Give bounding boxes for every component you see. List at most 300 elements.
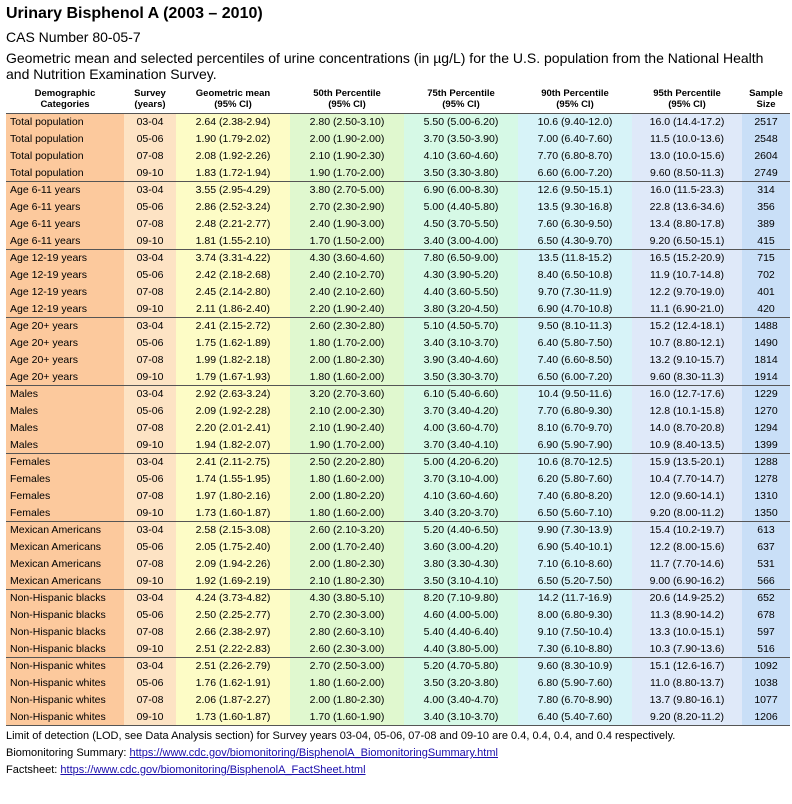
cell-survey: 09-10	[124, 369, 176, 386]
cell-p95: 13.3 (10.0-15.1)	[632, 624, 742, 641]
cell-category: Mexican Americans	[6, 539, 124, 556]
cell-p95: 13.4 (8.80-17.8)	[632, 216, 742, 233]
table-row	[6, 522, 790, 539]
factsheet-link[interactable]: https://www.cdc.gov/biomonitoring/BisphenolA_FactSheet.html	[60, 764, 366, 776]
cell-category: Mexican Americans	[6, 556, 124, 573]
cell-category: Non-Hispanic whites	[6, 692, 124, 709]
cell-p90: 7.60 (6.30-9.50)	[518, 216, 632, 233]
cell-p50: 1.80 (1.60-2.00)	[290, 471, 404, 488]
cell-p90: 8.10 (6.70-9.70)	[518, 420, 632, 437]
header-line2: Size	[756, 99, 776, 110]
cell-survey: 03-04	[124, 386, 176, 403]
cell-p95: 10.3 (7.90-13.6)	[632, 641, 742, 658]
cell-geometric-mean: 2.06 (1.87-2.27)	[176, 692, 290, 709]
cell-geometric-mean: 2.05 (1.75-2.40)	[176, 539, 290, 556]
table-row	[6, 607, 790, 624]
cell-p95: 16.0 (12.7-17.6)	[632, 386, 742, 403]
cell-category: Females	[6, 471, 124, 488]
cell-category: Total population	[6, 114, 124, 131]
table-row	[6, 454, 790, 471]
header-line2: (95% CI)	[668, 99, 706, 110]
cell-p50: 2.00 (1.80-2.30)	[290, 692, 404, 709]
cell-p95: 14.0 (8.70-20.8)	[632, 420, 742, 437]
cell-category: Age 12-19 years	[6, 267, 124, 284]
cell-survey: 07-08	[124, 692, 176, 709]
cell-p50: 2.10 (1.90-2.40)	[290, 420, 404, 437]
cell-p75: 3.80 (3.30-4.30)	[404, 556, 518, 573]
header-line2: (95% CI)	[214, 99, 252, 110]
cell-sample-size: 420	[742, 301, 790, 318]
table-row	[6, 471, 790, 488]
cell-category: Age 6-11 years	[6, 182, 124, 199]
cell-p95: 12.8 (10.1-15.8)	[632, 403, 742, 420]
cell-geometric-mean: 1.90 (1.79-2.02)	[176, 131, 290, 148]
cell-survey: 05-06	[124, 539, 176, 556]
cell-p75: 5.00 (4.20-6.20)	[404, 454, 518, 471]
cell-category: Females	[6, 505, 124, 522]
table-row	[6, 420, 790, 437]
cell-p95: 16.0 (14.4-17.2)	[632, 114, 742, 131]
cell-p95: 9.20 (8.20-11.2)	[632, 709, 742, 726]
cell-p90: 9.10 (7.50-10.4)	[518, 624, 632, 641]
cell-p50: 2.60 (2.30-2.80)	[290, 318, 404, 335]
cell-geometric-mean: 2.45 (2.14-2.80)	[176, 284, 290, 301]
cell-p75: 8.20 (7.10-9.80)	[404, 590, 518, 607]
cell-category: Total population	[6, 148, 124, 165]
cell-category: Age 6-11 years	[6, 233, 124, 250]
cell-p50: 2.50 (2.20-2.80)	[290, 454, 404, 471]
cell-category: Non-Hispanic blacks	[6, 624, 124, 641]
cell-survey: 03-04	[124, 522, 176, 539]
cell-sample-size: 1490	[742, 335, 790, 352]
cell-survey: 07-08	[124, 352, 176, 369]
cell-p95: 15.9 (13.5-20.1)	[632, 454, 742, 471]
cell-category: Males	[6, 403, 124, 420]
cell-p90: 6.80 (5.90-7.60)	[518, 675, 632, 692]
cell-survey: 09-10	[124, 573, 176, 590]
cell-geometric-mean: 2.50 (2.25-2.77)	[176, 607, 290, 624]
header-line2: (95% CI)	[328, 99, 366, 110]
cell-sample-size: 1914	[742, 369, 790, 386]
cell-p50: 2.60 (2.30-3.00)	[290, 641, 404, 658]
cell-p75: 6.90 (6.00-8.30)	[404, 182, 518, 199]
table-row	[6, 437, 790, 454]
cell-sample-size: 1077	[742, 692, 790, 709]
cell-survey: 03-04	[124, 250, 176, 267]
cell-survey: 07-08	[124, 420, 176, 437]
cell-geometric-mean: 1.76 (1.62-1.91)	[176, 675, 290, 692]
cell-p90: 6.20 (5.80-7.60)	[518, 471, 632, 488]
cell-p90: 6.40 (5.80-7.50)	[518, 335, 632, 352]
cell-p95: 10.9 (8.40-13.5)	[632, 437, 742, 454]
cell-p90: 10.4 (9.50-11.6)	[518, 386, 632, 403]
cell-geometric-mean: 2.51 (2.26-2.79)	[176, 658, 290, 675]
cell-sample-size: 1310	[742, 488, 790, 505]
cell-p50: 2.80 (2.50-3.10)	[290, 114, 404, 131]
cell-p50: 2.00 (1.80-2.30)	[290, 352, 404, 369]
cell-p95: 12.2 (8.00-15.6)	[632, 539, 742, 556]
cell-p75: 4.30 (3.90-5.20)	[404, 267, 518, 284]
header-survey	[124, 88, 176, 114]
cell-p75: 5.50 (5.00-6.20)	[404, 114, 518, 131]
cell-p50: 2.20 (1.90-2.40)	[290, 301, 404, 318]
cell-p95: 15.1 (12.6-16.7)	[632, 658, 742, 675]
cell-p75: 3.70 (3.10-4.00)	[404, 471, 518, 488]
header-line2: (95% CI)	[442, 99, 480, 110]
cell-geometric-mean: 1.73 (1.60-1.87)	[176, 709, 290, 726]
cell-survey: 05-06	[124, 267, 176, 284]
cell-category: Age 20+ years	[6, 369, 124, 386]
cell-sample-size: 702	[742, 267, 790, 284]
cell-p90: 10.6 (8.70-12.5)	[518, 454, 632, 471]
cell-survey: 09-10	[124, 301, 176, 318]
cell-geometric-mean: 1.97 (1.80-2.16)	[176, 488, 290, 505]
header-line1: 90th Percentile	[541, 88, 609, 99]
cell-category: Age 6-11 years	[6, 216, 124, 233]
cell-p75: 3.80 (3.20-4.50)	[404, 301, 518, 318]
cell-geometric-mean: 2.09 (1.92-2.28)	[176, 403, 290, 420]
cell-survey: 05-06	[124, 607, 176, 624]
cell-p95: 11.5 (10.0-13.6)	[632, 131, 742, 148]
cell-sample-size: 1294	[742, 420, 790, 437]
cell-survey: 03-04	[124, 318, 176, 335]
cell-survey: 09-10	[124, 505, 176, 522]
cell-p75: 6.10 (5.40-6.60)	[404, 386, 518, 403]
cell-p90: 7.70 (6.80-8.70)	[518, 148, 632, 165]
cell-p75: 5.20 (4.70-5.80)	[404, 658, 518, 675]
table-row	[6, 573, 790, 590]
cell-survey: 05-06	[124, 471, 176, 488]
cell-category: Age 12-19 years	[6, 250, 124, 267]
cell-p95: 16.5 (15.2-20.9)	[632, 250, 742, 267]
cell-p90: 7.00 (6.40-7.60)	[518, 131, 632, 148]
cell-p95: 16.0 (11.5-23.3)	[632, 182, 742, 199]
cell-p75: 3.40 (3.00-4.00)	[404, 233, 518, 250]
cell-p50: 4.30 (3.60-4.60)	[290, 250, 404, 267]
cell-sample-size: 516	[742, 641, 790, 658]
cell-sample-size: 613	[742, 522, 790, 539]
header-line1: Demographic	[34, 88, 96, 99]
cell-p90: 6.60 (6.00-7.20)	[518, 165, 632, 182]
header-p50	[290, 88, 404, 114]
cell-survey: 05-06	[124, 199, 176, 216]
cell-category: Non-Hispanic blacks	[6, 607, 124, 624]
cell-category: Non-Hispanic whites	[6, 675, 124, 692]
cell-p90: 12.6 (9.50-15.1)	[518, 182, 632, 199]
cell-p90: 9.60 (8.30-10.9)	[518, 658, 632, 675]
cell-sample-size: 637	[742, 539, 790, 556]
cell-sample-size: 1488	[742, 318, 790, 335]
cell-category: Mexican Americans	[6, 573, 124, 590]
cell-p95: 11.0 (8.80-13.7)	[632, 675, 742, 692]
table-row	[6, 505, 790, 522]
cell-p50: 1.80 (1.70-2.00)	[290, 335, 404, 352]
cell-geometric-mean: 2.92 (2.63-3.24)	[176, 386, 290, 403]
lod-note: Limit of detection (LOD, see Data Analysis section) for Survey years 03-04, 05-06, 07-08 and 09-10 are 0.4, 0.4, 0.4, and 0.4 respectively.	[6, 730, 676, 742]
cell-p95: 22.8 (13.6-34.6)	[632, 199, 742, 216]
cell-p75: 4.10 (3.60-4.60)	[404, 488, 518, 505]
cell-survey: 09-10	[124, 437, 176, 454]
table-row	[6, 590, 790, 607]
cell-p90: 6.90 (5.90-7.90)	[518, 437, 632, 454]
cell-p50: 2.00 (1.90-2.00)	[290, 131, 404, 148]
cell-sample-size: 652	[742, 590, 790, 607]
cell-geometric-mean: 3.55 (2.95-4.29)	[176, 182, 290, 199]
cell-geometric-mean: 2.11 (1.86-2.40)	[176, 301, 290, 318]
header-category	[6, 88, 124, 114]
cell-p75: 3.70 (3.50-3.90)	[404, 131, 518, 148]
header-sample-size	[742, 88, 790, 114]
summary-line	[6, 745, 786, 762]
table-row	[6, 114, 790, 131]
header-p75	[404, 88, 518, 114]
cell-survey: 09-10	[124, 233, 176, 250]
cell-p90: 6.50 (5.60-7.10)	[518, 505, 632, 522]
cell-p50: 2.10 (2.00-2.30)	[290, 403, 404, 420]
description: Geometric mean and selected percentiles of urine concentrations (in µg/L) for the U.S. population from the National Health and Nutrition Examination Survey.	[6, 50, 764, 82]
cell-category: Females	[6, 488, 124, 505]
cell-sample-size: 1814	[742, 352, 790, 369]
cell-p75: 3.50 (3.30-3.70)	[404, 369, 518, 386]
cell-p50: 1.70 (1.60-1.90)	[290, 709, 404, 726]
cell-geometric-mean: 2.41 (2.11-2.75)	[176, 454, 290, 471]
cell-p50: 2.10 (1.80-2.30)	[290, 573, 404, 590]
cell-p90: 6.50 (5.20-7.50)	[518, 573, 632, 590]
cell-survey: 07-08	[124, 624, 176, 641]
cell-p75: 3.90 (3.40-4.60)	[404, 352, 518, 369]
cell-p95: 10.7 (8.80-12.1)	[632, 335, 742, 352]
cell-p50: 4.30 (3.80-5.10)	[290, 590, 404, 607]
cell-p50: 1.80 (1.60-2.00)	[290, 505, 404, 522]
cell-p50: 2.60 (2.10-3.20)	[290, 522, 404, 539]
cell-p50: 2.40 (2.10-2.60)	[290, 284, 404, 301]
cell-sample-size: 566	[742, 573, 790, 590]
cell-sample-size: 356	[742, 199, 790, 216]
cell-p75: 5.40 (4.40-6.40)	[404, 624, 518, 641]
cell-geometric-mean: 1.73 (1.60-1.87)	[176, 505, 290, 522]
cell-p90: 6.90 (4.70-10.8)	[518, 301, 632, 318]
cell-survey: 07-08	[124, 488, 176, 505]
table-row	[6, 267, 790, 284]
cell-p75: 3.70 (3.40-4.10)	[404, 437, 518, 454]
cell-p90: 6.50 (4.30-9.70)	[518, 233, 632, 250]
cell-survey: 03-04	[124, 454, 176, 471]
table-row	[6, 403, 790, 420]
cell-p75: 3.40 (3.10-3.70)	[404, 709, 518, 726]
cell-p75: 4.00 (3.60-4.70)	[404, 420, 518, 437]
cell-category: Males	[6, 386, 124, 403]
cell-p50: 1.80 (1.60-2.00)	[290, 369, 404, 386]
cell-survey: 09-10	[124, 165, 176, 182]
cell-p50: 2.80 (2.60-3.10)	[290, 624, 404, 641]
cell-p95: 11.1 (6.90-21.0)	[632, 301, 742, 318]
cell-geometric-mean: 2.48 (2.21-2.77)	[176, 216, 290, 233]
cell-p75: 5.00 (4.40-5.80)	[404, 199, 518, 216]
cell-sample-size: 1278	[742, 471, 790, 488]
cell-sample-size: 2604	[742, 148, 790, 165]
cell-geometric-mean: 1.83 (1.72-1.94)	[176, 165, 290, 182]
table-row	[6, 301, 790, 318]
cell-geometric-mean: 3.74 (3.31-4.22)	[176, 250, 290, 267]
cell-category: Age 12-19 years	[6, 284, 124, 301]
cell-survey: 05-06	[124, 335, 176, 352]
cell-survey: 03-04	[124, 590, 176, 607]
cell-p95: 9.20 (8.00-11.2)	[632, 505, 742, 522]
table-row	[6, 148, 790, 165]
cell-category: Non-Hispanic whites	[6, 658, 124, 675]
cell-p75: 4.50 (3.70-5.50)	[404, 216, 518, 233]
table-row	[6, 250, 790, 267]
cell-p50: 3.20 (2.70-3.60)	[290, 386, 404, 403]
table-row	[6, 199, 790, 216]
table-row	[6, 182, 790, 199]
cell-geometric-mean: 2.08 (1.92-2.26)	[176, 148, 290, 165]
cell-sample-size: 1038	[742, 675, 790, 692]
footer	[6, 728, 786, 779]
table-row	[6, 675, 790, 692]
cell-p75: 4.40 (3.80-5.00)	[404, 641, 518, 658]
cell-geometric-mean: 2.20 (2.01-2.41)	[176, 420, 290, 437]
header-p90	[518, 88, 632, 114]
cell-p90: 7.30 (6.10-8.80)	[518, 641, 632, 658]
cell-p75: 4.10 (3.60-4.60)	[404, 148, 518, 165]
cell-p95: 15.2 (12.4-18.1)	[632, 318, 742, 335]
cell-survey: 07-08	[124, 284, 176, 301]
cell-p50: 2.70 (2.30-2.90)	[290, 199, 404, 216]
cell-sample-size: 389	[742, 216, 790, 233]
cell-category: Total population	[6, 165, 124, 182]
cell-survey: 07-08	[124, 148, 176, 165]
cell-p95: 11.9 (10.7-14.8)	[632, 267, 742, 284]
cell-p95: 13.2 (9.10-15.7)	[632, 352, 742, 369]
cell-sample-size: 531	[742, 556, 790, 573]
table-row	[6, 284, 790, 301]
cell-p95: 11.7 (7.70-14.6)	[632, 556, 742, 573]
cell-p90: 9.90 (7.30-13.9)	[518, 522, 632, 539]
cell-geometric-mean: 2.09 (1.94-2.26)	[176, 556, 290, 573]
cell-p50: 1.70 (1.50-2.00)	[290, 233, 404, 250]
cell-p90: 7.40 (6.80-8.20)	[518, 488, 632, 505]
factsheet-line	[6, 762, 786, 779]
cell-p75: 7.80 (6.50-9.00)	[404, 250, 518, 267]
table-row	[6, 233, 790, 250]
cell-p95: 9.60 (8.50-11.3)	[632, 165, 742, 182]
cell-p95: 10.4 (7.70-14.7)	[632, 471, 742, 488]
cell-sample-size: 2749	[742, 165, 790, 182]
cell-sample-size: 1288	[742, 454, 790, 471]
cell-p50: 1.90 (1.70-2.00)	[290, 165, 404, 182]
cell-p75: 3.70 (3.40-4.20)	[404, 403, 518, 420]
cell-geometric-mean: 1.79 (1.67-1.93)	[176, 369, 290, 386]
data-table	[6, 88, 790, 726]
cell-p95: 15.4 (10.2-19.7)	[632, 522, 742, 539]
cell-p90: 9.70 (7.30-11.9)	[518, 284, 632, 301]
header-geometric-mean	[176, 88, 290, 114]
cell-sample-size: 678	[742, 607, 790, 624]
table-row	[6, 165, 790, 182]
cell-geometric-mean: 2.58 (2.15-3.08)	[176, 522, 290, 539]
cell-geometric-mean: 1.92 (1.69-2.19)	[176, 573, 290, 590]
cell-p75: 5.10 (4.50-5.70)	[404, 318, 518, 335]
cell-geometric-mean: 1.99 (1.82-2.18)	[176, 352, 290, 369]
cell-p90: 7.70 (6.80-9.30)	[518, 403, 632, 420]
cell-p50: 2.10 (1.90-2.30)	[290, 148, 404, 165]
header-line1: 95th Percentile	[653, 88, 721, 99]
cell-p75: 3.40 (3.10-3.70)	[404, 335, 518, 352]
page-title: Urinary Bisphenol A (2003 – 2010)	[6, 5, 263, 22]
cell-p90: 10.6 (9.40-12.0)	[518, 114, 632, 131]
cell-sample-size: 415	[742, 233, 790, 250]
table-row	[6, 624, 790, 641]
cell-sample-size: 1092	[742, 658, 790, 675]
header-line1: Geometric mean	[195, 88, 271, 99]
cell-p50: 3.80 (2.70-5.00)	[290, 182, 404, 199]
cell-p90: 7.10 (6.10-8.60)	[518, 556, 632, 573]
header-line2: Categories	[40, 99, 90, 110]
cell-sample-size: 1270	[742, 403, 790, 420]
factsheet-label: Factsheet:	[6, 764, 61, 776]
cell-category: Males	[6, 420, 124, 437]
cell-p95: 11.3 (8.90-14.2)	[632, 607, 742, 624]
header-p95	[632, 88, 742, 114]
summary-link[interactable]: https://www.cdc.gov/biomonitoring/BisphenolA_BiomonitoringSummary.html	[129, 747, 498, 759]
cell-sample-size: 2517	[742, 114, 790, 131]
table-row	[6, 539, 790, 556]
table-row	[6, 658, 790, 675]
cell-p95: 13.7 (9.80-16.1)	[632, 692, 742, 709]
table-row	[6, 131, 790, 148]
cell-p90: 14.2 (11.7-16.9)	[518, 590, 632, 607]
cell-p50: 2.70 (2.50-3.00)	[290, 658, 404, 675]
cell-p75: 4.00 (3.40-4.70)	[404, 692, 518, 709]
cell-sample-size: 1399	[742, 437, 790, 454]
table-row	[6, 369, 790, 386]
cell-survey: 07-08	[124, 216, 176, 233]
header-line2: (years)	[134, 99, 166, 110]
cell-category: Age 20+ years	[6, 318, 124, 335]
cell-geometric-mean: 2.66 (2.38-2.97)	[176, 624, 290, 641]
cell-geometric-mean: 1.81 (1.55-2.10)	[176, 233, 290, 250]
cell-p75: 5.20 (4.40-6.50)	[404, 522, 518, 539]
cell-category: Non-Hispanic whites	[6, 709, 124, 726]
cell-category: Non-Hispanic blacks	[6, 590, 124, 607]
cell-p90: 13.5 (11.8-15.2)	[518, 250, 632, 267]
summary-label: Biomonitoring Summary:	[6, 747, 130, 759]
cell-survey: 03-04	[124, 658, 176, 675]
table-row	[6, 318, 790, 335]
cell-geometric-mean: 1.74 (1.55-1.95)	[176, 471, 290, 488]
cell-p75: 3.50 (3.30-3.80)	[404, 165, 518, 182]
cell-p50: 2.00 (1.80-2.30)	[290, 556, 404, 573]
header-line1: 75th Percentile	[427, 88, 495, 99]
cell-geometric-mean: 2.41 (2.15-2.72)	[176, 318, 290, 335]
header-row	[6, 88, 790, 114]
header-line2: (95% CI)	[556, 99, 594, 110]
header-line1: Sample	[749, 88, 783, 99]
cas-number: CAS Number 80-05-7	[6, 29, 141, 45]
cell-category: Age 20+ years	[6, 352, 124, 369]
table-row	[6, 641, 790, 658]
cell-p75: 4.40 (3.60-5.50)	[404, 284, 518, 301]
table-row	[6, 216, 790, 233]
cell-p75: 4.60 (4.00-5.00)	[404, 607, 518, 624]
cell-p90: 9.50 (8.10-11.3)	[518, 318, 632, 335]
cell-p75: 3.40 (3.20-3.70)	[404, 505, 518, 522]
table-row	[6, 352, 790, 369]
cell-geometric-mean: 1.75 (1.62-1.89)	[176, 335, 290, 352]
cell-p75: 3.50 (3.10-4.10)	[404, 573, 518, 590]
cell-sample-size: 314	[742, 182, 790, 199]
